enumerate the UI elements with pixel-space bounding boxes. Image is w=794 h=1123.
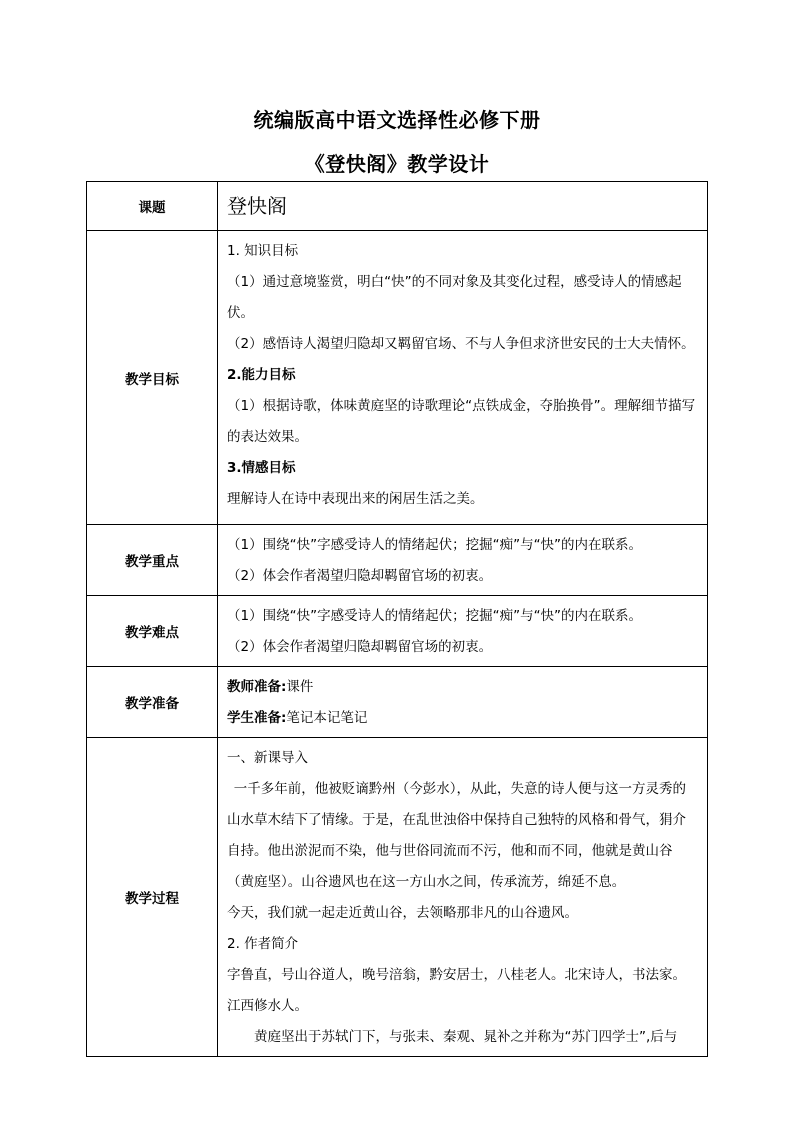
topic-value: 登快阁: [227, 194, 287, 218]
key-points-cell: [218, 525, 708, 596]
key-points-label: 教学重点: [87, 525, 218, 596]
knowledge-heading: 1. 知识目标: [227, 243, 299, 259]
intro-heading: 一、新课导入: [227, 750, 308, 766]
student-preparation-value: 笔记本记笔记: [286, 710, 368, 726]
student-preparation: [227, 703, 699, 734]
topic-cell: [218, 182, 708, 231]
preparation-cell: [218, 667, 708, 738]
emotion-heading: 3.情感目标: [227, 460, 296, 476]
topic-label: 课题: [87, 182, 218, 231]
key-point-2: （2）体会作者渴望归隐却羁留官场的初衷。: [227, 568, 493, 584]
emotion-item-1: 理解诗人在诗中表现出来的闲居生活之美。: [227, 491, 484, 507]
teacher-preparation-label: 教师准备:: [227, 679, 287, 695]
table-row: [87, 182, 708, 231]
table-row: [87, 525, 708, 596]
preparation-label: 教学准备: [87, 667, 218, 738]
difficulty-2: （2）体会作者渴望归隐却羁留官场的初衷。: [227, 639, 493, 655]
table-row: [87, 738, 708, 1057]
knowledge-item-2: （2）感悟诗人渴望归隐却又羁留官场、不与人争但求济世安民的士大夫情怀。: [227, 336, 695, 352]
teacher-preparation: [227, 672, 699, 703]
table-row: [87, 667, 708, 738]
difficulties-label: 教学难点: [87, 596, 218, 667]
document-title: 统编版高中语文选择性必修下册: [253, 108, 541, 132]
objectives-label: 教学目标: [87, 231, 218, 525]
knowledge-item-1: （1）通过意境鉴赏，明白“快”的不同对象及其变化过程，感受诗人的情感起伏。: [227, 274, 682, 321]
process-cell: [218, 738, 708, 1057]
difficulties-cell: [218, 596, 708, 667]
author-paragraph-2: 黄庭坚出于苏轼门下，与张耒、秦观、晁补之并称为“苏门四学士”,后与: [254, 1029, 678, 1045]
table-row: [87, 231, 708, 525]
ability-item-1: （1）根据诗歌，体味黄庭坚的诗歌理论“点铁成金，夺胎换骨”。理解细节描写的表达效果。: [227, 398, 696, 445]
intro-paragraph-2: 今天，我们就一起走近黄山谷，去领略那非凡的山谷遗风。: [227, 905, 578, 921]
lesson-plan-table: [86, 181, 708, 1057]
teacher-preparation-value: 课件: [286, 679, 314, 695]
process-label: 教学过程: [87, 738, 218, 1057]
document-subtitle: 《登快阁》教学设计: [304, 152, 490, 176]
objectives-cell: [218, 231, 708, 525]
author-heading: 2. 作者简介: [227, 936, 299, 952]
intro-paragraph-1: 一千多年前，他被贬谪黔州（今彭水），从此，失意的诗人便与这一方灵秀的山水草木结下了情缘。于是，在乱世浊俗中保持自己独特的风格和骨气，狷介自持。他出淤泥而不染，他与世俗同流而不污，他和而不同，他就是黄山谷（黄庭坚）。山谷遗风也在这一方山水之间，传承流芳，绵延不息。: [227, 781, 686, 890]
table-row: [87, 596, 708, 667]
student-preparation-label: 学生准备:: [227, 710, 287, 726]
key-point-1: （1）围绕“快”字感受诗人的情绪起伏；挖掘“痴”与“快”的内在联系。: [227, 537, 643, 553]
ability-heading: 2.能力目标: [227, 367, 296, 383]
difficulty-1: （1）围绕“快”字感受诗人的情绪起伏；挖掘“痴”与“快”的内在联系。: [227, 608, 643, 624]
author-paragraph-1: 字鲁直，号山谷道人，晚号涪翁，黔安居士，八桂老人。北宋诗人，书法家。江西修水人。: [227, 967, 686, 1014]
